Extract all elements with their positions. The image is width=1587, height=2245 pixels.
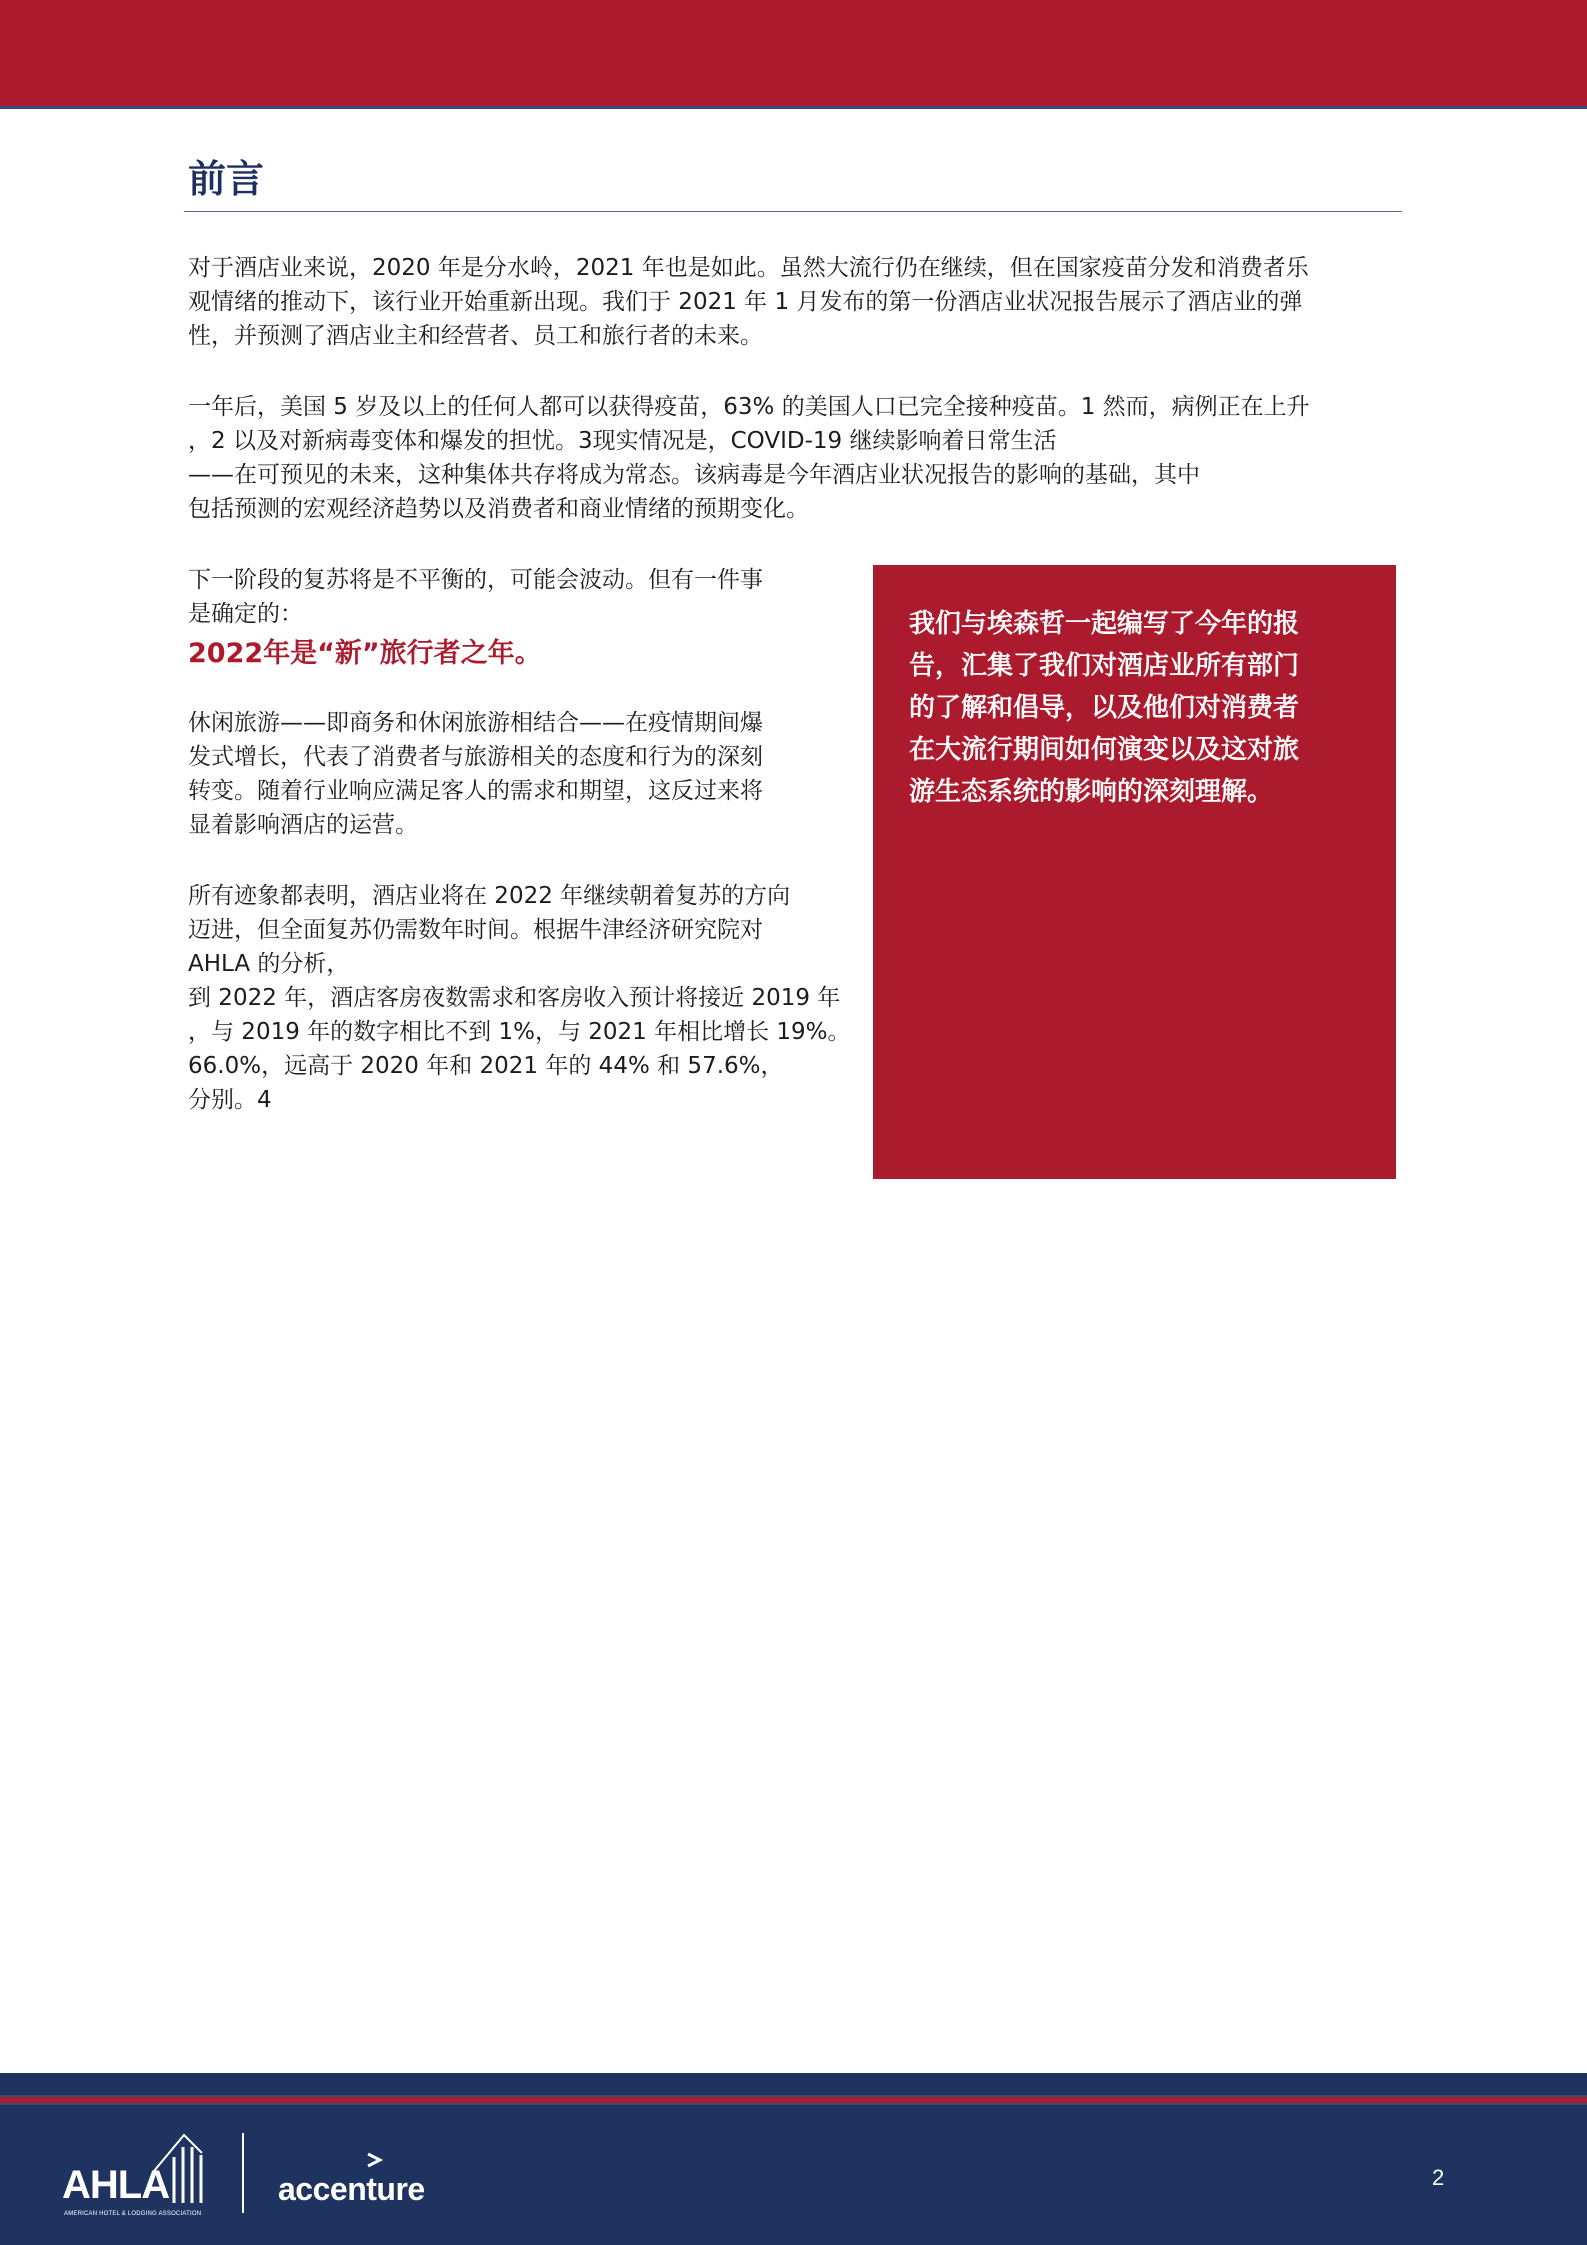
bleisure-paragraph [188,706,763,842]
paragraph-line: ，与 2019 年的数字相比不到 1%，与 2021 年相比增长 19%。 [188,1019,851,1045]
footer-stripe [0,2095,1587,2105]
paragraph-line: 休闲旅游——即商务和休闲旅游相结合——在疫情期间爆 [188,710,763,736]
paragraph-line: ——在可预见的未来，这种集体共存将成为常态。该病毒是今年酒店业状况报告的影响的基础，其中 [188,462,1200,488]
intro-paragraph [188,251,1309,353]
paragraph-line: 包括预测的宏观经济趋势以及消费者和商业情绪的预期变化。 [188,496,809,522]
page-number: 2 [1432,2165,1445,2190]
paragraph-line: 发式增长，代表了消费者与旅游相关的态度和行为的深刻 [188,744,763,770]
callout-line: 我们与埃森哲一起编写了今年的报 [909,609,1300,639]
callout-text [909,603,1299,813]
paragraph-line: 分别。4 [188,1087,272,1113]
paragraph-line: 是确定的： [188,601,303,627]
header-band [0,0,1587,109]
ahla-logo [62,2131,212,2219]
paragraph-line: 一年后，美国 5 岁及以上的任何人都可以获得疫苗，63% 的美国人口已完全接种疫苗。1 然而，病例正在上升 [188,394,1310,420]
ahla-subtitle: AMERICAN HOTEL & LODGING ASSOCIATION [64,2211,202,2217]
emphasis-statement: 2022年是“新”旅行者之年。 [188,638,542,669]
paragraph-line: 观情绪的推动下，该行业开始重新出现。我们于 2021 年 1 月发布的第一份酒店业状况报告展示了酒店业的弹 [188,289,1303,315]
paragraph-line: AHLA 的分析， [188,951,350,977]
forecast-paragraph [188,879,851,1117]
accenture-wordmark: accenture [278,2171,425,2207]
accenture-logo [278,2151,438,2211]
paragraph-line: 下一阶段的复苏将是不平衡的，可能会波动。但有一件事 [188,567,763,593]
callout-box [873,565,1396,1179]
vaccine-paragraph [188,390,1310,526]
callout-line: 告，汇集了我们对酒店业所有部门 [909,651,1300,681]
footer [0,2073,1587,2245]
callout-line: 在大流行期间如何演变以及这对旅 [909,735,1300,765]
paragraph-line: ，2 以及对新病毒变体和爆发的担忧。3现实情况是，COVID-19 继续影响着日常生活 [188,428,1057,454]
ahla-wordmark: AHLA [62,2163,170,2207]
paragraph-line: 显着影响酒店的运营。 [188,812,418,838]
paragraph-line: 性，并预测了酒店业主和经营者、员工和旅行者的未来。 [188,323,763,349]
accenture-chevron-icon [365,2151,383,2171]
logo-divider [242,2133,244,2213]
title-divider [184,211,1402,212]
paragraph-line: 到 2022 年，酒店客房夜数需求和客房收入预计将接近 2019 年 [188,985,841,1011]
paragraph-line: 转变。随着行业响应满足客人的需求和期望，这反过来将 [188,778,763,804]
callout-line: 的了解和倡导，以及他们对消费者 [909,693,1300,723]
paragraph-line: 所有迹象都表明，酒店业将在 2022 年继续朝着复苏的方向 [188,883,791,909]
paragraph-line: 对于酒店业来说，2020 年是分水岭，2021 年也是如此。虽然大流行仍在继续，但在国家疫苗分发和消费者乐 [188,255,1309,281]
paragraph-line: 66.0%，远高于 2020 年和 2021 年的 44% 和 57.6%， [188,1053,784,1079]
page-title: 前言 [188,157,265,201]
callout-line: 游生态系统的影响的深刻理解。 [909,777,1274,807]
paragraph-line: 迈进，但全面复苏仍需数年时间。根据牛津经济研究院对 [188,917,763,943]
recovery-paragraph [188,563,763,631]
